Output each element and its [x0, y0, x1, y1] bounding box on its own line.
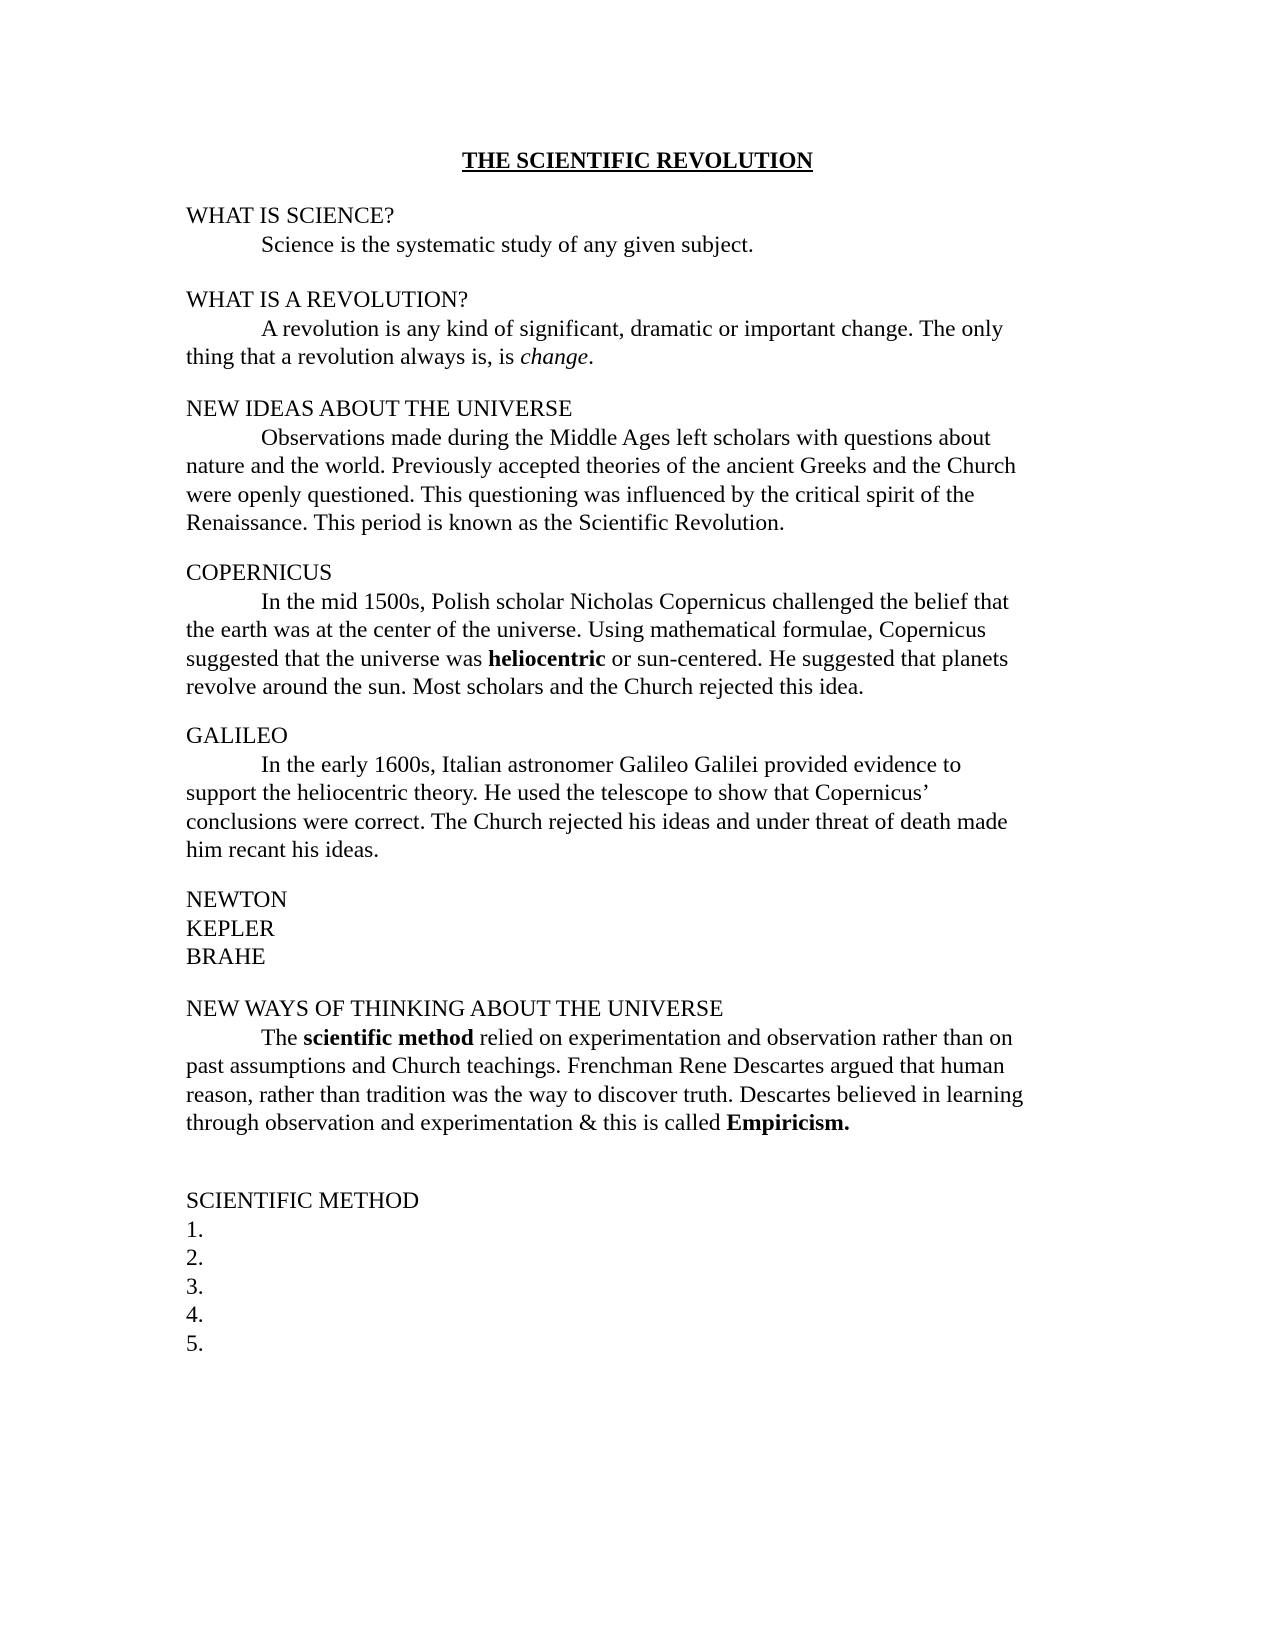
paragraph-line: were openly questioned. This questioning was influenced by the critical spirit of the [186, 481, 975, 508]
paragraph-line: nature and the world. Previously accepted theories of the ancient Greeks and the Church [186, 453, 1017, 480]
text-run: thing that a revolution always is, is [186, 344, 521, 371]
paragraph-line [186, 1109, 1096, 1138]
bold-term: Empiricism. [726, 1110, 850, 1137]
paragraph-line: reason, rather than tradition was the way to discover truth. Descartes believed in learning [186, 1081, 1024, 1108]
section-heading: NEW WAYS OF THINKING ABOUT THE UNIVERSE [186, 996, 724, 1022]
text-run: through observation and experimentation & this is called [186, 1110, 727, 1137]
text-run: relied on experimentation and observation rather than on [473, 1024, 1013, 1051]
paragraph-line: conclusions were correct. The Church rejected his ideas and under threat of death made [186, 808, 1008, 835]
emphasis-text: change [520, 344, 589, 371]
paragraph-line [186, 645, 1096, 674]
section-heading: GALILEO [186, 723, 288, 749]
list-item-number: 3. [186, 1273, 204, 1300]
text-run: or sun-centered. He suggested that planets [605, 645, 1009, 672]
text-run: suggested that the universe was [186, 645, 489, 672]
name-item: NEWTON [186, 887, 288, 913]
paragraph-line [186, 343, 1096, 372]
name-item: KEPLER [186, 915, 275, 942]
section-galileo [186, 722, 1096, 865]
paragraph-line: A revolution is any kind of significant, dramatic or important change. The only [261, 315, 1004, 342]
name-item: BRAHE [186, 944, 266, 971]
section-new-ideas [186, 395, 1096, 538]
paragraph-line: Renaissance. This period is known as the Scientific Revolution. [186, 510, 785, 537]
section-science [186, 202, 1096, 259]
section-heading: SCIENTIFIC METHOD [186, 1188, 420, 1214]
list-item-number: 4. [186, 1302, 204, 1329]
section-names [186, 886, 1096, 972]
bold-term: scientific method [303, 1024, 474, 1051]
list-item-number: 1. [186, 1216, 204, 1243]
section-heading: COPERNICUS [186, 560, 333, 586]
section-copernicus [186, 559, 1096, 702]
paragraph-line [186, 1024, 1096, 1053]
paragraph-line: In the mid 1500s, Polish scholar Nicholas Copernicus challenged the belief that [261, 588, 1009, 615]
list-item-number: 5. [186, 1330, 204, 1357]
text-run: The [261, 1024, 304, 1051]
paragraph-line: Science is the systematic study of any given subject. [261, 231, 754, 258]
paragraph-line: Observations made during the Middle Ages left scholars with questions about [261, 424, 991, 451]
page-title: THE SCIENTIFIC REVOLUTION [461, 148, 813, 173]
section-scientific-method [186, 1187, 1096, 1359]
text-run: . [588, 344, 594, 371]
paragraph-line: him recant his ideas. [186, 837, 380, 864]
section-heading: WHAT IS A REVOLUTION? [186, 287, 469, 313]
section-heading: NEW IDEAS ABOUT THE UNIVERSE [186, 396, 573, 422]
bold-term: heliocentric [488, 645, 606, 672]
section-new-ways [186, 995, 1096, 1138]
section-revolution [186, 286, 1096, 372]
paragraph-line: the earth was at the center of the universe. Using mathematical formulae, Copernicus [186, 617, 987, 644]
paragraph-line: revolve around the sun. Most scholars and the Church rejected this idea. [186, 674, 865, 701]
paragraph-line: support the heliocentric theory. He used the telescope to show that Copernicus’ [186, 780, 930, 807]
section-heading: WHAT IS SCIENCE? [186, 203, 395, 229]
paragraph-line: In the early 1600s, Italian astronomer Galileo Galilei provided evidence to [261, 751, 962, 778]
paragraph-line: past assumptions and Church teachings. Frenchman Rene Descartes argued that human [186, 1053, 1005, 1080]
list-item-number: 2. [186, 1245, 204, 1272]
